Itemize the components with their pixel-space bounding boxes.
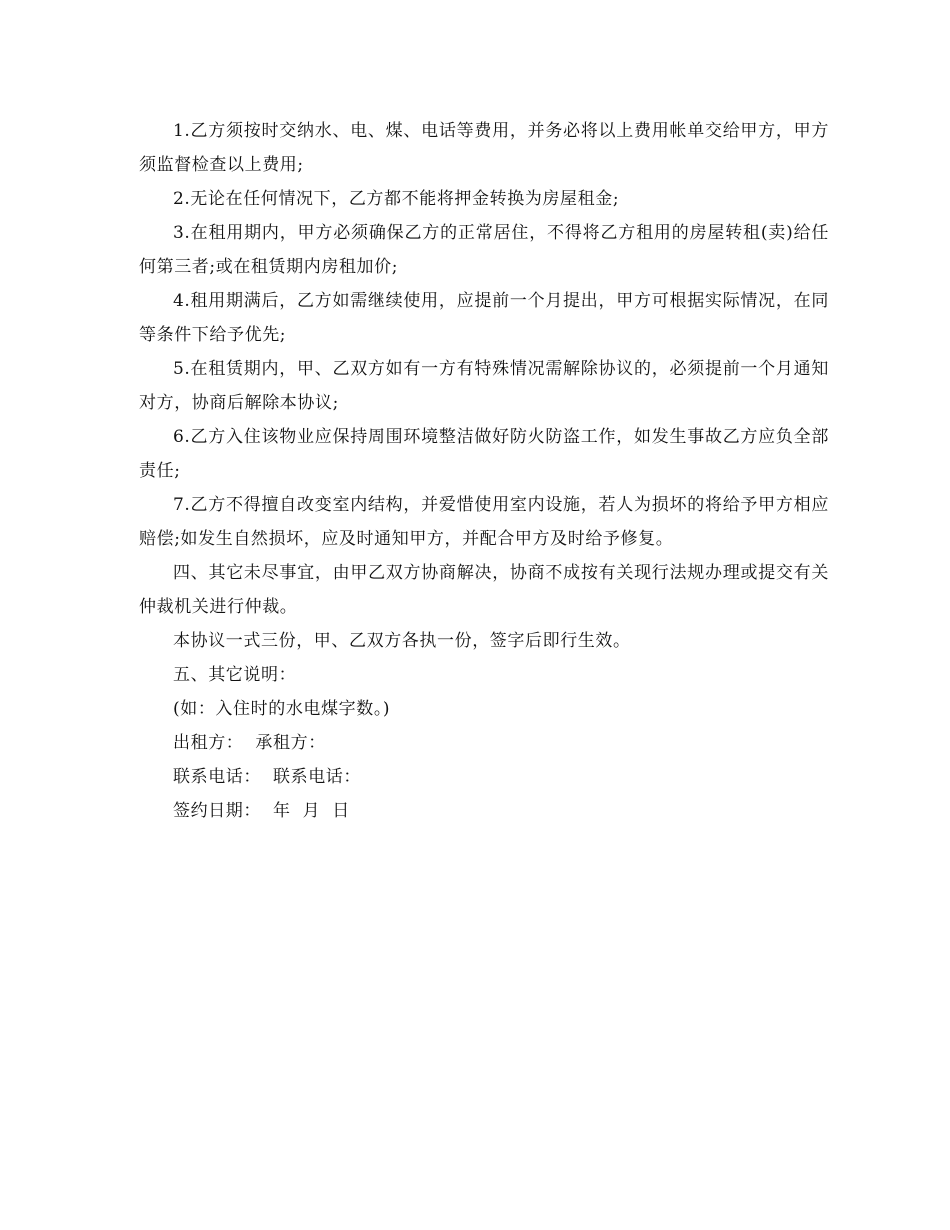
parties-signature-line: 出租方： 承租方：	[173, 733, 326, 753]
section-four-paragraph: 四、其它未尽事宜，由甲乙双方协商解决，协商不成按有关现行法规办理或提交有关仲裁机关进行仲裁。	[139, 563, 829, 617]
document-page	[139, 114, 829, 828]
section-five-title: 五、其它说明：	[173, 665, 297, 685]
section-five-note: (如：入住时的水电煤字数。)	[173, 699, 391, 719]
copies-note: 本协议一式三份，甲、乙双方各执一份，签字后即行生效。	[173, 631, 631, 651]
contact-phone-line: 联系电话： 联系电话：	[173, 767, 362, 787]
clause-1: 1.乙方须按时交纳水、电、煤、电话等费用，并务必将以上费用帐单交给甲方，甲方须监督检查以上费用;	[139, 121, 829, 175]
clause-7: 7.乙方不得擅自改变室内结构，并爱惜使用室内设施，若人为损坏的将给予甲方相应赔偿;如发生自然损坏，应及时通知甲方，并配合甲方及时给予修复。	[139, 495, 829, 549]
clause-3: 3.在租用期内，甲方必须确保乙方的正常居住，不得将乙方租用的房屋转租(卖)给任何第三者;或在租赁期内房租加价;	[139, 223, 829, 277]
clause-2: 2.无论在任何情况下，乙方都不能将押金转换为房屋租金;	[173, 189, 620, 209]
clause-6: 6.乙方入住该物业应保持周围环境整洁做好防火防盗工作，如发生事故乙方应负全部责任;	[139, 427, 829, 481]
signing-date-line: 签约日期： 年 月 日	[173, 801, 350, 821]
clause-4: 4.租用期满后，乙方如需继续使用，应提前一个月提出，甲方可根据实际情况，在同等条件下给予优先;	[139, 291, 829, 345]
clause-5: 5.在租赁期内，甲、乙双方如有一方有特殊情况需解除协议的，必须提前一个月通知对方，协商后解除本协议;	[139, 359, 829, 413]
